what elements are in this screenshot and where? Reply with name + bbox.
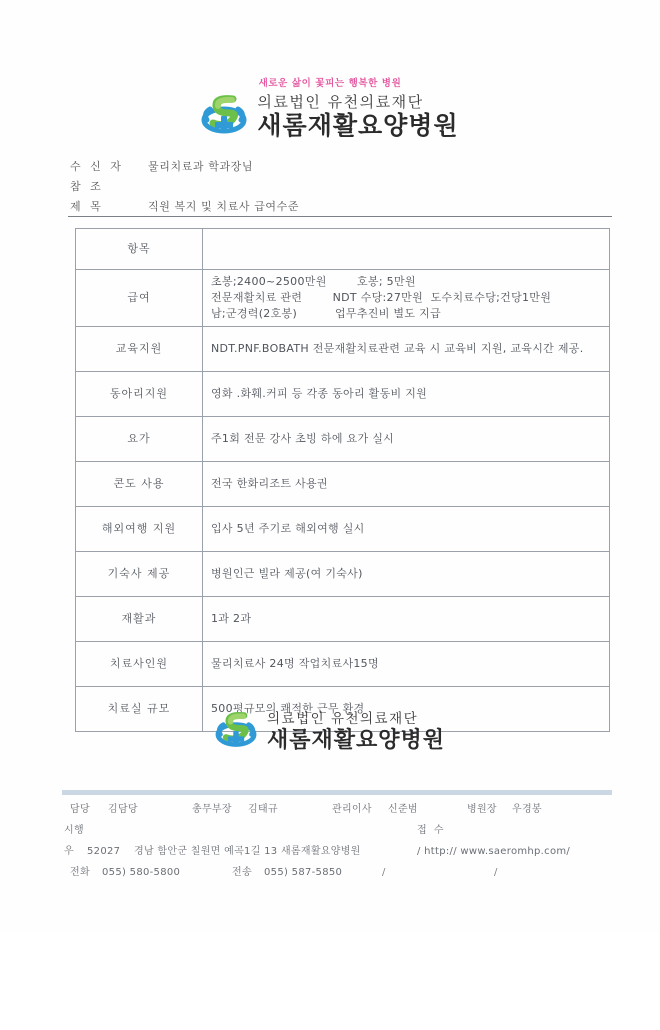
table-cell-value: 1과 2과 [203,597,610,642]
hospital-website[interactable]: / http:// www.saeromhp.com/ [417,846,571,857]
table-row [76,327,610,372]
table-row [76,507,610,552]
fax-number: 055) 587-5850 [264,867,343,878]
field-subject-value: 직원 복지 및 치료사 급여수준 [148,200,300,213]
contact-line [62,862,622,883]
table-cell-key: 동아리지원 [76,372,203,417]
phone-number: 055) 580-5800 [102,867,181,878]
field-reference-label: 참 조 [70,180,104,193]
issue-label: 시행 [64,825,84,836]
table-cell-key: 요가 [76,417,203,462]
table-cell-value: NDT.PNF.BOBATH 전문재활치료관련 교육 시 교육비 지원, 교육시간 제공. [203,327,610,372]
benefits-table [75,228,610,732]
table-cell-key: 재활과 [76,597,203,642]
signatory-name-staff: 김담당 [108,804,138,815]
table-cell-value: 병원인근 빌라 제공(여 기숙사) [203,552,610,597]
table-cell-line: 초봉;2400~2500만원 호봉; 5만원 [211,275,416,289]
footer-brand-row [0,710,660,754]
address-line [62,841,622,862]
table-cell-key: 항목 [76,229,203,270]
table-cell-key: 기숙사 제공 [76,552,203,597]
table-cell-key: 치료실 규모 [76,687,203,732]
table-cell-value: 전국 한화리조트 사용권 [203,462,610,507]
separator-slash-1: / [382,867,386,878]
footer-letterhead [0,710,660,754]
header-fields [70,156,610,216]
table-row [76,462,610,507]
field-reference [70,176,610,196]
postal-label: 우 [64,846,74,857]
hospital-swoosh-cross-logo-icon [201,93,247,141]
signatory-role-staff: 담당 [70,804,90,815]
table-cell-key: 해외여행 지원 [76,507,203,552]
table-row [76,372,610,417]
field-recipient-label: 수 신 자 [70,160,124,173]
foundation-name: 의료법인 유천의료재단 [257,93,424,111]
signatory-name-director: 신준범 [388,804,418,815]
table-cell-line: 전문재활치료 관련 NDT 수당:27만원 도수치료수당;건당1만원 [211,291,552,305]
benefits-table-body [76,229,610,732]
receipt-label: 접 수 [417,825,444,836]
letterhead [0,78,660,141]
table-cell-key: 콘도 사용 [76,462,203,507]
brand-text [257,95,458,139]
footer-brand-text [267,712,445,751]
signatory-name-chief: 우경봉 [512,804,542,815]
phone-label: 전화 [70,867,90,878]
table-cell-key: 급여 [76,270,203,327]
hospital-address: 경남 함안군 칠원면 예곡1길 13 새롬재활요양병원 [134,846,361,857]
table-row [76,229,610,270]
signatory-role-director: 관리이사 [332,804,372,815]
field-subject [70,196,610,216]
field-recipient [70,156,610,176]
issue-line [62,820,622,841]
field-recipient-value: 물리치료과 학과장님 [148,160,254,173]
table-row [76,597,610,642]
footer-info [62,799,622,883]
table-cell-value [203,229,610,270]
signatory-role-manager: 총무부장 [192,804,232,815]
hospital-swoosh-cross-logo-icon [215,710,257,754]
brand-row [0,93,660,141]
table-cell-value: 물리치료사 24명 작업치료사15명 [203,642,610,687]
table-cell-value: 입사 5년 주기로 해외여행 실시 [203,507,610,552]
table-cell-value: 주1회 전문 강사 초빙 하에 요가 실시 [203,417,610,462]
signatory-role-chief: 병원장 [467,804,497,815]
header-divider [68,216,612,217]
postal-code: 52027 [87,846,121,857]
table-row [76,642,610,687]
footer-foundation-name: 의료법인 유천의료재단 [266,711,419,728]
fax-label: 전송 [232,867,252,878]
table-cell-value [203,270,610,327]
signatory-line [62,799,622,820]
hospital-tagline: 새로운 삶이 꽃피는 행복한 병원 [258,78,402,89]
separator-slash-2: / [494,867,498,878]
table-cell-value: 500평규모의 쾌적한 근무 환경 [203,687,610,732]
signatory-name-manager: 김태규 [248,804,278,815]
table-cell-value: 영화 .화훼.커피 등 각종 동아리 활동비 지원 [203,372,610,417]
field-subject-label: 제 목 [70,200,104,213]
table-row [76,417,610,462]
footer-divider-bar [62,790,612,795]
table-cell-key: 교육지원 [76,327,203,372]
table-cell-value-lines [211,274,601,322]
table-row [76,270,610,327]
footer-hospital-name: 새롬재활요양병원 [266,727,446,753]
table-cell-line: 남;군경력(2호봉) 업무추진비 별도 지급 [211,306,441,320]
table-row [76,552,610,597]
hospital-name: 새롬재활요양병원 [257,110,459,140]
table-cell-key: 치료사인원 [76,642,203,687]
